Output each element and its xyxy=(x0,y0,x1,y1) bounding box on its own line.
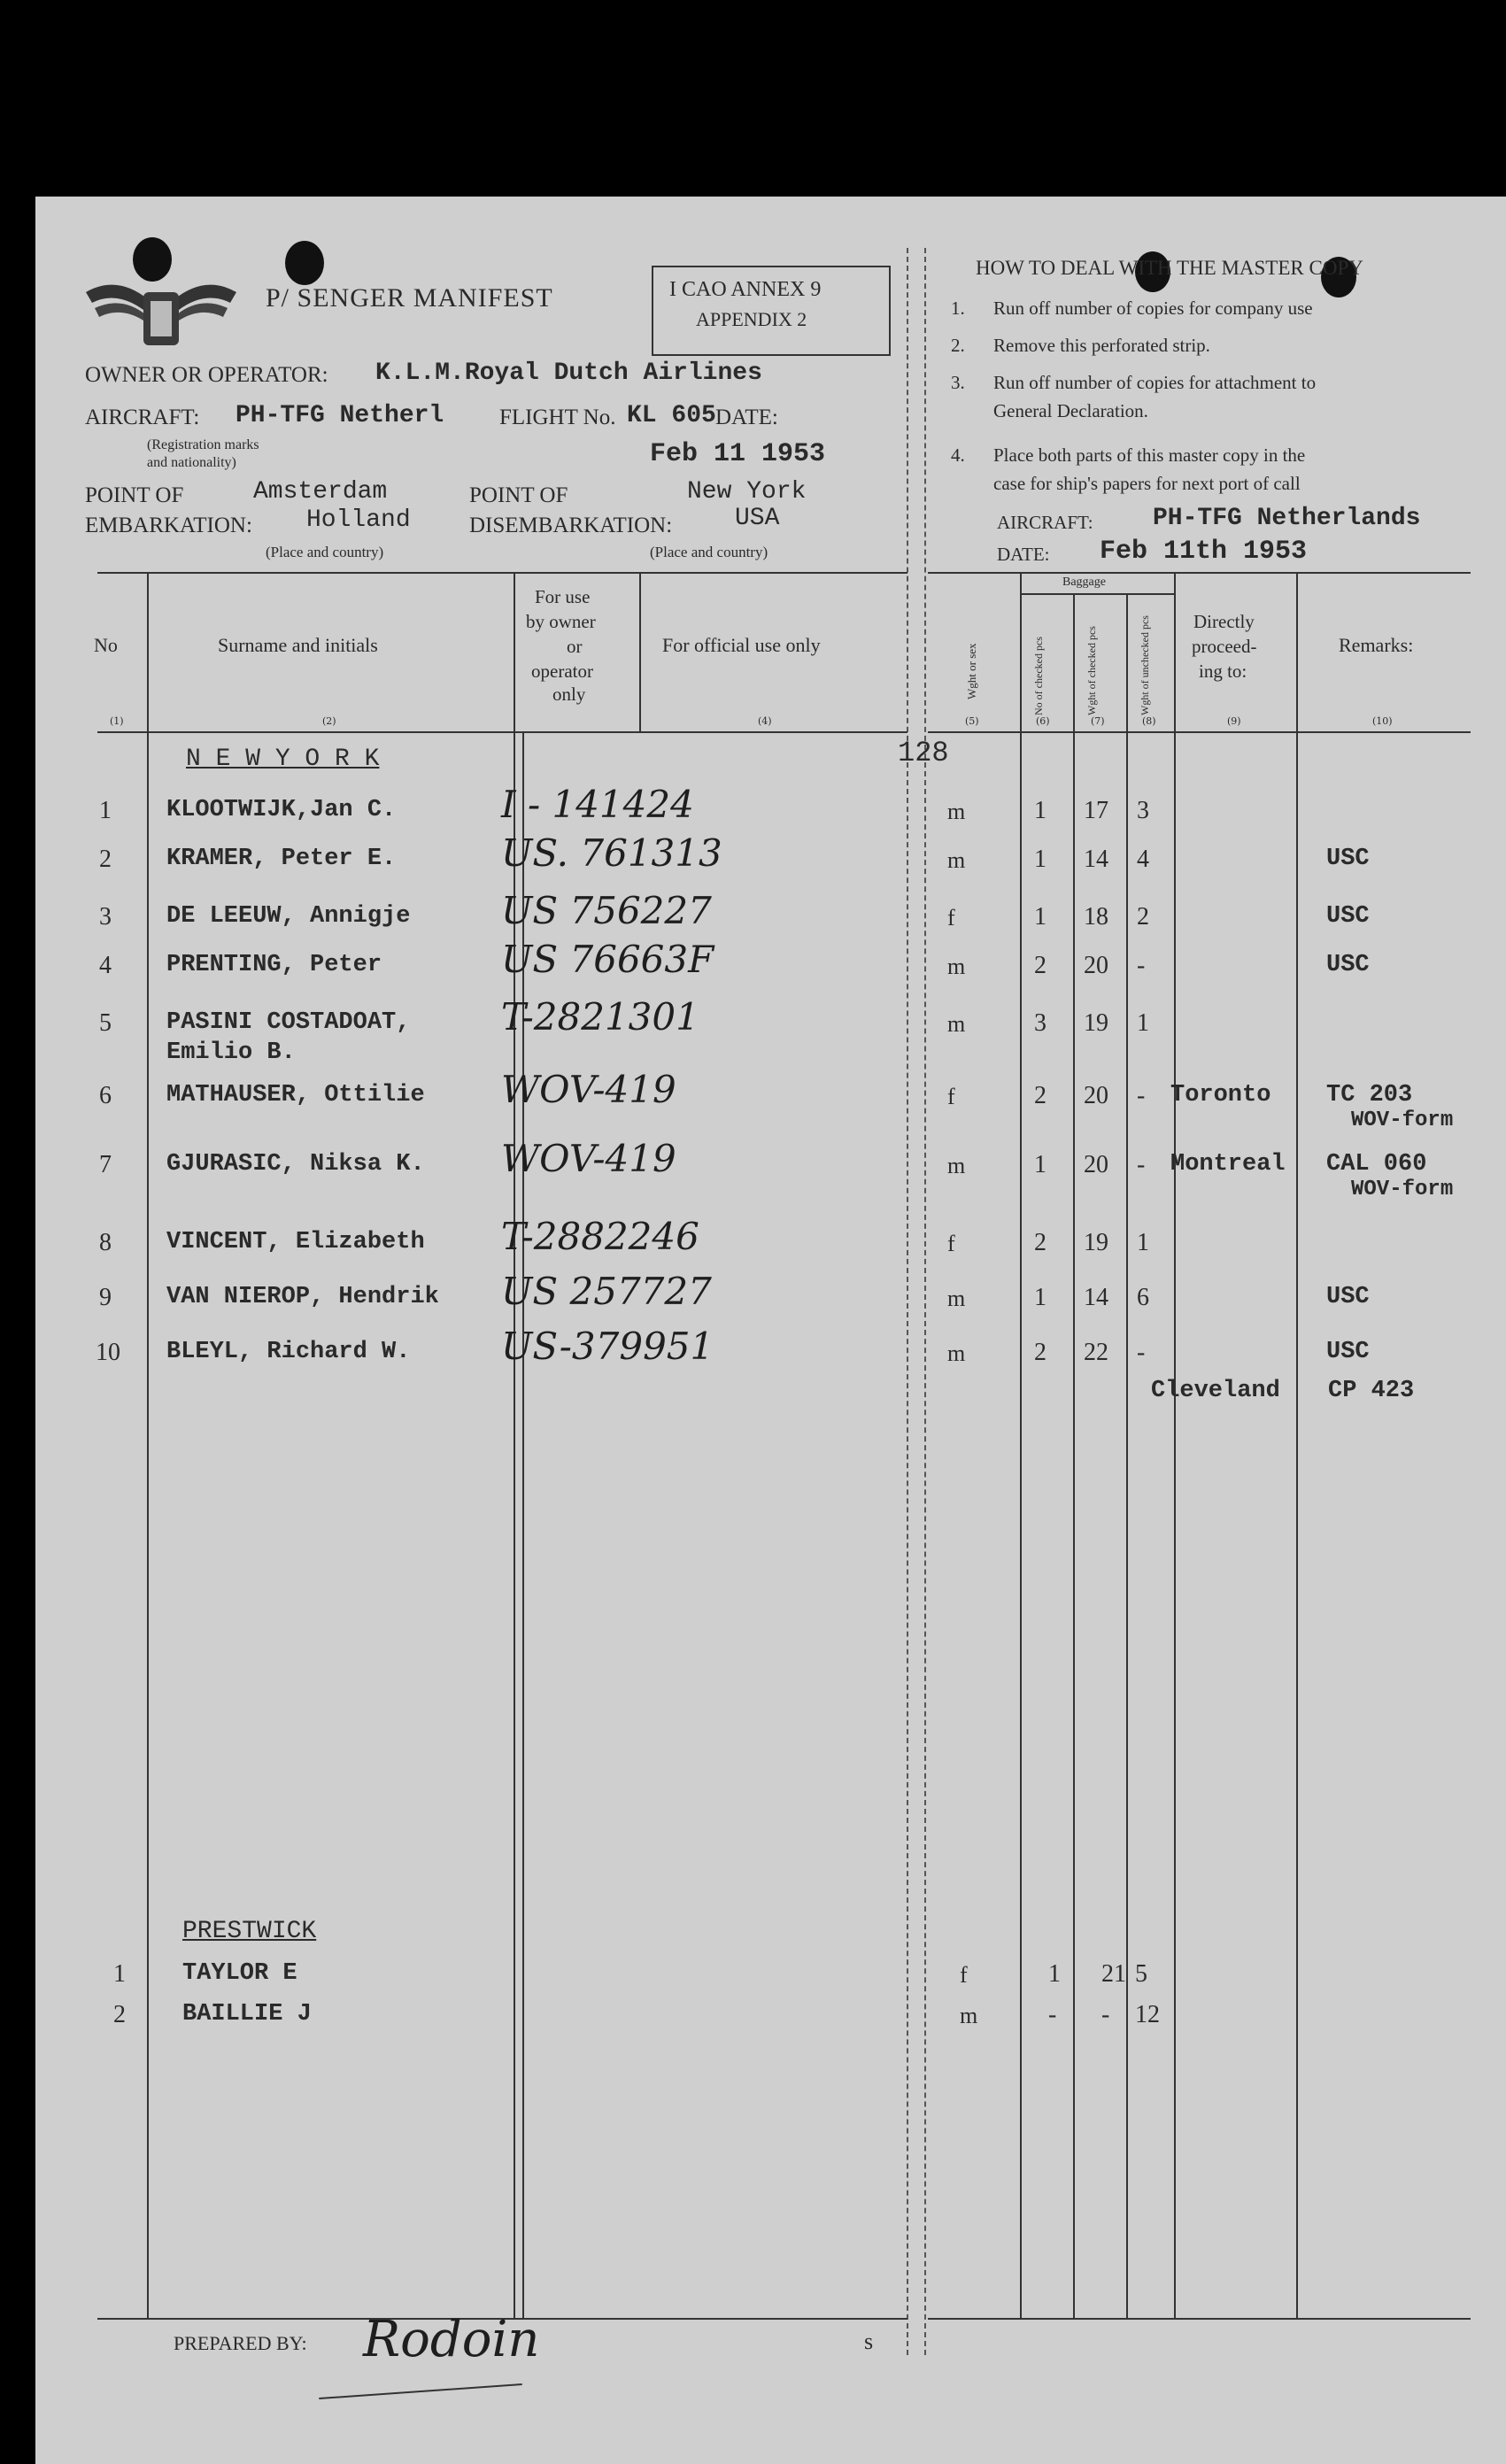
extra-destination: Cleveland xyxy=(1151,1378,1280,1404)
col-index: (2) xyxy=(322,715,336,727)
instructions-title: HOW TO DEAL WITH THE MASTER COPY xyxy=(976,257,1363,279)
aircraft-value: PH-TFG Netherl xyxy=(236,402,444,429)
panel-aircraft-label: AIRCRAFT: xyxy=(997,512,1093,533)
embark-value-country: Holland xyxy=(306,506,411,534)
checked-pieces: 2 xyxy=(1034,1229,1046,1256)
checked-weight: 17 xyxy=(1084,797,1108,824)
aircraft-label: AIRCRAFT: xyxy=(85,406,200,429)
row-number: 1 xyxy=(99,797,112,824)
col-header-owner-use: or xyxy=(567,636,583,657)
passenger-name: PASINI COSTADOAT, xyxy=(166,1009,411,1036)
checked-weight: - xyxy=(1101,2001,1110,2028)
row-number: 8 xyxy=(99,1229,112,1256)
passenger-name: KRAMER, Peter E. xyxy=(166,846,397,872)
passenger-sex: f xyxy=(947,905,955,931)
col-header-dest: Directly xyxy=(1193,611,1255,632)
col-index: (9) xyxy=(1227,715,1241,727)
passenger-name: DE LEEUW, Annigje xyxy=(166,903,411,930)
baggage-rule xyxy=(1020,593,1174,595)
unchecked-weight: 1 xyxy=(1137,1229,1149,1256)
remark: CAL 060 xyxy=(1326,1151,1427,1178)
panel-date-value: Feb 11th 1953 xyxy=(1100,537,1308,567)
col-header-dest: ing to: xyxy=(1199,660,1247,682)
disembark-label-1: POINT OF xyxy=(469,483,568,507)
extra-remark: CP 423 xyxy=(1328,1378,1415,1404)
passenger-sex: m xyxy=(947,847,966,873)
col-header-sex: Wght or sex xyxy=(965,643,978,699)
date-value: Feb 11 1953 xyxy=(650,439,826,469)
klm-logo-icon xyxy=(81,266,241,359)
remark: USC xyxy=(1326,1339,1370,1365)
col-header-wt-checked: Wght of checked pcs xyxy=(1085,626,1098,715)
unchecked-weight: 3 xyxy=(1137,797,1149,824)
registration-note: (Registration marks xyxy=(147,437,259,452)
passport-number-handwritten: US 756227 xyxy=(501,889,712,932)
perforation-line xyxy=(907,248,908,2355)
header-bottom-rule-right xyxy=(928,731,1471,733)
col-index: (10) xyxy=(1372,715,1393,727)
checked-pieces: 2 xyxy=(1034,952,1046,979)
remark: USC xyxy=(1326,1284,1370,1310)
section-heading-prestwick: PRESTWICK xyxy=(182,1918,317,1945)
instruction-4: Place both parts of this master copy in the xyxy=(993,444,1306,466)
checked-pieces: 3 xyxy=(1034,1009,1046,1037)
row-number: 5 xyxy=(99,1009,112,1037)
disembark-value-country: USA xyxy=(735,505,780,532)
checked-pieces: 2 xyxy=(1034,1082,1046,1109)
disembark-place-note: (Place and country) xyxy=(650,544,768,560)
unchecked-weight: 2 xyxy=(1137,903,1149,931)
checked-weight: 19 xyxy=(1084,1229,1108,1256)
unchecked-weight: - xyxy=(1137,1082,1146,1109)
instruction-3: Run off number of copies for attachment to xyxy=(993,372,1317,393)
unchecked-weight: 1 xyxy=(1137,1009,1149,1037)
col-index: (1) xyxy=(110,715,124,727)
unchecked-weight: 5 xyxy=(1135,1960,1147,1988)
checked-weight: 21 xyxy=(1101,1960,1126,1988)
passport-number-handwritten: I - 141424 xyxy=(501,783,694,826)
passenger-name: MATHAUSER, Ottilie xyxy=(166,1082,425,1108)
punch-hole xyxy=(285,241,324,285)
col-header-owner-use: only xyxy=(552,684,586,705)
col-header-name: Surname and initials xyxy=(218,634,378,656)
instruction-3-num: 3. xyxy=(951,372,965,393)
remark-line2: WOV-form xyxy=(1351,1108,1454,1132)
instruction-4-line2: case for ship's papers for next port of call xyxy=(993,473,1301,494)
row-number: 4 xyxy=(99,952,112,979)
checked-weight: 22 xyxy=(1084,1339,1108,1366)
checked-weight: 20 xyxy=(1084,952,1108,979)
checked-pieces: 1 xyxy=(1034,1151,1046,1178)
instruction-3-line2: General Declaration. xyxy=(993,400,1148,421)
passenger-sex: m xyxy=(947,1286,966,1311)
passenger-name: BLEYL, Richard W. xyxy=(166,1339,411,1365)
table-top-rule-right xyxy=(928,572,1471,574)
checked-weight: 20 xyxy=(1084,1082,1108,1109)
col-header-owner-use: by owner xyxy=(526,611,596,632)
col-rule xyxy=(1296,572,1298,2318)
panel-aircraft-value: PH-TFG Netherlands xyxy=(1153,505,1421,532)
unchecked-weight: 4 xyxy=(1137,846,1149,873)
row-number: 6 xyxy=(99,1082,112,1109)
instruction-2-num: 2. xyxy=(951,335,965,356)
instruction-4-num: 4. xyxy=(951,444,965,466)
disembark-value-city: New York xyxy=(687,478,807,506)
unchecked-weight: - xyxy=(1137,1339,1146,1366)
col-rule xyxy=(639,572,641,731)
row-number: 1 xyxy=(113,1960,126,1988)
icao-annex: I CAO ANNEX 9 xyxy=(669,278,822,301)
embark-value-city: Amsterdam xyxy=(253,478,388,506)
instruction-1: Run off number of copies for company use xyxy=(993,297,1313,319)
passenger-name: VINCENT, Elizabeth xyxy=(166,1229,425,1255)
remark: USC xyxy=(1326,846,1370,872)
passenger-name: TAYLOR E xyxy=(182,1960,297,1987)
col-index: (5) xyxy=(965,715,979,727)
embark-label-2: EMBARKATION: xyxy=(85,514,252,537)
panel-date-label: DATE: xyxy=(997,544,1050,565)
footer-rule-right xyxy=(928,2318,1471,2320)
passenger-sex: m xyxy=(947,1011,966,1037)
col-header-dest: proceed- xyxy=(1192,636,1257,657)
unchecked-weight: - xyxy=(1137,952,1146,979)
passport-number-handwritten: WOV-419 xyxy=(501,1137,676,1180)
page-mark: s xyxy=(864,2329,874,2354)
checked-pieces: 2 xyxy=(1034,1339,1046,1366)
prepared-by-label: PREPARED BY: xyxy=(174,2332,307,2354)
perforation-line xyxy=(924,248,926,2355)
remark: TC 203 xyxy=(1326,1082,1413,1108)
col-index: (8) xyxy=(1142,715,1156,727)
checked-weight: 19 xyxy=(1084,1009,1108,1037)
checked-weight: 14 xyxy=(1084,846,1108,873)
passenger-sex: m xyxy=(947,1153,966,1178)
col-header-no: No xyxy=(94,634,118,656)
col-index: (7) xyxy=(1091,715,1105,727)
row-number: 2 xyxy=(113,2001,126,2028)
col-index: (6) xyxy=(1036,715,1050,727)
icao-appendix: APPENDIX 2 xyxy=(696,308,807,330)
passport-number-handwritten: US-379951 xyxy=(501,1325,714,1368)
unchecked-weight: - xyxy=(1137,1151,1146,1178)
col-rule xyxy=(147,572,149,2318)
header-bottom-rule xyxy=(97,731,907,733)
checked-pieces: 1 xyxy=(1034,903,1046,931)
table-top-rule xyxy=(97,572,907,574)
checked-pieces: 1 xyxy=(1034,797,1046,824)
destination: Montreal xyxy=(1170,1151,1286,1178)
passenger-total: 128 xyxy=(898,737,949,769)
embark-place-note: (Place and country) xyxy=(266,544,384,560)
col-header-baggage: Baggage xyxy=(1062,575,1106,589)
section-heading-new-york: N E W Y O R K xyxy=(186,745,380,773)
disembark-label-2: DISEMBARKATION: xyxy=(469,514,673,537)
passport-number-handwritten: T-2882246 xyxy=(501,1215,699,1258)
checked-pieces: 1 xyxy=(1048,1960,1061,1988)
col-rule xyxy=(1020,572,1022,2318)
owner-value: K.L.M.Royal Dutch Airlines xyxy=(375,359,762,387)
row-number: 2 xyxy=(99,846,112,873)
checked-weight: 18 xyxy=(1084,903,1108,931)
manifest-title: P/ SENGER MANIFEST xyxy=(266,283,553,313)
checked-pieces: 1 xyxy=(1034,846,1046,873)
embark-label-1: POINT OF xyxy=(85,483,184,507)
passport-number-handwritten: US 76663F xyxy=(501,938,714,981)
nationality-note: and nationality) xyxy=(147,455,236,470)
remark-line2: WOV-form xyxy=(1351,1178,1454,1201)
passenger-sex: m xyxy=(947,954,966,979)
passenger-name-line2: Emilio B. xyxy=(166,1039,296,1066)
passenger-sex: f xyxy=(947,1231,955,1256)
flight-value: KL 605 xyxy=(627,402,716,429)
date-label: DATE: xyxy=(715,406,778,429)
col-rule xyxy=(1126,593,1128,2318)
passenger-sex: m xyxy=(947,799,966,824)
destination: Toronto xyxy=(1170,1082,1271,1108)
row-number: 7 xyxy=(99,1151,112,1178)
passport-number-handwritten: US 257727 xyxy=(501,1270,712,1313)
passenger-name: VAN NIEROP, Hendrik xyxy=(166,1284,439,1310)
checked-weight: 20 xyxy=(1084,1151,1108,1178)
passenger-name: BAILLIE J xyxy=(182,2001,312,2028)
col-header-owner-use: For use xyxy=(535,586,591,607)
flight-label: FLIGHT No. xyxy=(499,406,616,429)
passport-number-handwritten: T-2821301 xyxy=(501,995,699,1039)
row-number: 9 xyxy=(99,1284,112,1311)
passenger-name: PRENTING, Peter xyxy=(166,952,382,978)
passenger-sex: f xyxy=(947,1084,955,1109)
prepared-by-signature: Rodoin xyxy=(363,2311,540,2368)
col-header-wt-unchecked: Wght of unchecked pcs xyxy=(1139,615,1151,715)
col-rule xyxy=(1174,572,1176,2318)
checked-pieces: 1 xyxy=(1034,1284,1046,1311)
unchecked-weight: 12 xyxy=(1135,2001,1160,2028)
passport-number-handwritten: US. 761313 xyxy=(501,831,722,875)
remark: USC xyxy=(1326,903,1370,930)
col-header-pcs: No of checked pcs xyxy=(1032,637,1045,715)
checked-weight: 14 xyxy=(1084,1284,1108,1311)
instruction-1-num: 1. xyxy=(951,297,965,319)
remark: USC xyxy=(1326,952,1370,978)
row-number: 3 xyxy=(99,903,112,931)
col-header-remarks: Remarks: xyxy=(1339,634,1414,656)
owner-label: OWNER OR OPERATOR: xyxy=(85,363,328,387)
passenger-name: GJURASIC, Niksa K. xyxy=(166,1151,425,1178)
col-index: (4) xyxy=(758,715,772,727)
col-header-official: For official use only xyxy=(662,634,821,656)
passenger-sex: f xyxy=(960,1962,968,1988)
col-rule xyxy=(1073,593,1075,2318)
passport-number-handwritten: WOV-419 xyxy=(501,1068,676,1111)
col-header-owner-use: operator xyxy=(531,660,593,682)
passenger-sex: m xyxy=(947,1340,966,1366)
checked-pieces: - xyxy=(1048,2001,1057,2028)
row-number: 10 xyxy=(96,1339,120,1366)
instruction-2: Remove this perforated strip. xyxy=(993,335,1210,356)
passenger-name: KLOOTWIJK,Jan C. xyxy=(166,797,397,823)
passenger-sex: m xyxy=(960,2003,978,2028)
unchecked-weight: 6 xyxy=(1137,1284,1149,1311)
